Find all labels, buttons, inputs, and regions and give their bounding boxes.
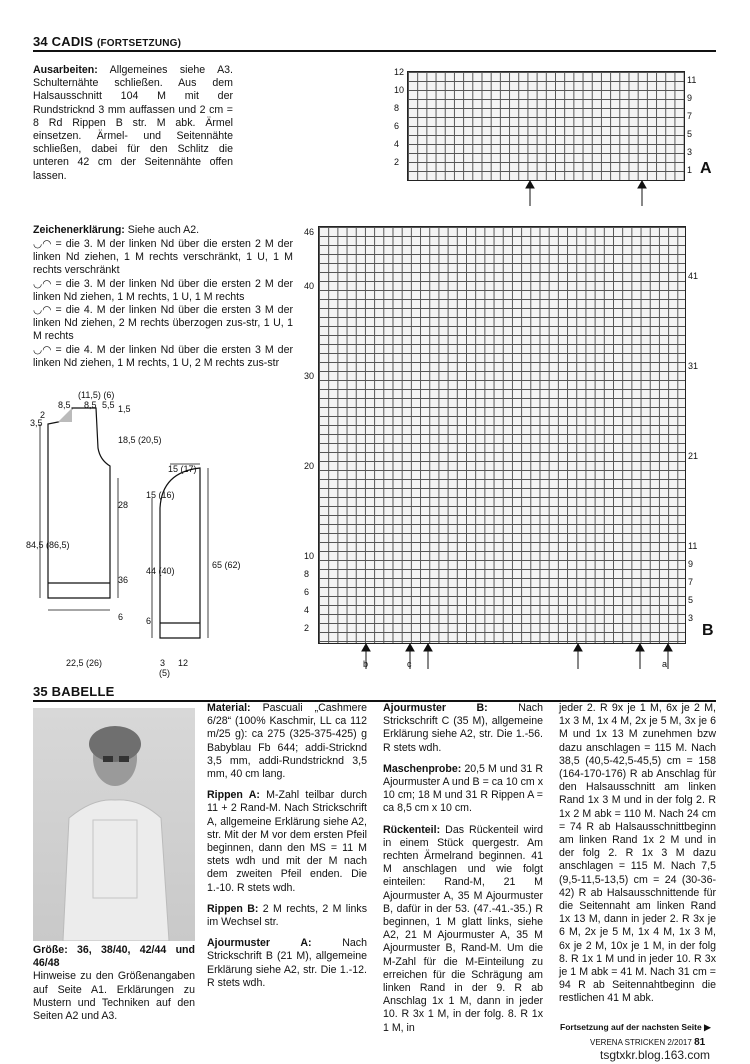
chart-b-right-numbers bbox=[688, 272, 704, 632]
cable-symbol-icon: ◡◠ bbox=[33, 343, 52, 356]
measure-sleeve-b2: 12 bbox=[178, 658, 189, 668]
row-number: 8 bbox=[394, 103, 400, 113]
up-arrow-icon bbox=[636, 644, 644, 669]
ajourmuster-b-paragraph: Ajourmuster B: Nach Strickschrift C (35 M), allgemeine Erklärung siehe A2, str. Die 1.-56. R stets wdh. bbox=[383, 702, 543, 754]
row-number: 4 bbox=[304, 605, 310, 615]
groesse-sizes: 36, 38/40, 42/44 und 46/48 bbox=[33, 944, 195, 970]
measure-sleeve-b1: 3 bbox=[160, 658, 166, 668]
row-number: 11 bbox=[688, 541, 698, 551]
measure-6: 6 bbox=[118, 612, 124, 622]
maschenprobe-paragraph: Maschenprobe: 20,5 M und 31 R Ajourmuster A und B = ca 10 cm x 10 cm; 18 M und 31 R Rippen A = ca 8,5 cm x 10 cm. bbox=[383, 762, 543, 815]
ajourmuster-a-paragraph: Ajourmuster A: Nach Strickschrift B (21 M), allgemeine Erklärung siehe A2, str. Die 1.-12. R stets wdh. bbox=[207, 937, 367, 989]
measure-armhole: 18,5 (20,5) bbox=[118, 435, 162, 445]
play-arrow-icon: ▶ bbox=[704, 1022, 711, 1032]
ausarbeiten-label: Ausarbeiten: bbox=[33, 64, 98, 76]
model-photo bbox=[33, 708, 195, 941]
ausarbeiten-text: Allgemeines siehe A3. Schulternähte schließen. Aus dem Halsausschnitt 104 M mit der Rundstricknd 3 mm auffassen und 2 cm = 8 Rd Rippen B str. M abk. Ärmel einsetzen. Ärmel- und Seitennähte schließen, dabei für den Schlitz die unteren 42 cm der Seitennähte offen lassen. bbox=[33, 64, 233, 182]
groesse-text: Hinweise zu den Größenangaben auf Seite A1. Erklärungen zu Mustern und Techniken auf den Seiten A2 und A3. bbox=[33, 970, 195, 1023]
row-number: 4 bbox=[394, 139, 400, 149]
measure-sleeve-b1b: (5) bbox=[159, 668, 170, 678]
column-1 bbox=[207, 702, 367, 990]
measure-body-length: 84,5 (86,5) bbox=[26, 540, 70, 550]
legend-item: ◡◠ = die 3. M der linken Nd über die ersten 2 M der linken Nd ziehen, 1 M rechts, 1 U, 1 M rechts bbox=[33, 277, 293, 303]
chart-a-arrows bbox=[520, 180, 680, 208]
measure-36: 36 bbox=[118, 575, 129, 585]
measure-top-b: 8,5 bbox=[58, 400, 71, 410]
row-number: 7 bbox=[687, 111, 693, 121]
magazine-footer bbox=[590, 1037, 705, 1048]
measure-sleeve-total: 65 (62) bbox=[212, 560, 241, 570]
row-number: 21 bbox=[688, 451, 699, 461]
chart-a-letter: A bbox=[700, 160, 712, 177]
row-number: 8 bbox=[304, 569, 310, 579]
row-number: 6 bbox=[394, 121, 400, 131]
groesse-label: Größe: bbox=[33, 944, 68, 956]
chart-b-arrows bbox=[330, 643, 690, 671]
row-number: 20 bbox=[304, 461, 315, 471]
marker-a: a bbox=[662, 659, 668, 669]
rueckenteil-paragraph: Rückenteil: Das Rückenteil wird in einem Stück quergestr. Am rechten Ärmelrand beginnen. 41 M anschlagen und wie folgt einteilen: Rand-M, 21 M Ajourmuster A, 35 M Ajourmuster B, dafür in der 53. (47.-41.-35.) R beginnen, 1 M glatt links, siehe A2, 21 M Ajourmuster A, 35 M Ajourmuster B, Rand-M. Um die M-Zahl für die M-Einteilung zu erreichen für die Schrägung am linken Rand in der 9. R ab Anschlag 1x 1 M, dann in jeder 10. R 3x 1 M, in der folg. 8. R 1x 1 M, in bbox=[383, 823, 543, 1034]
row-number: 10 bbox=[304, 551, 315, 561]
row-number: 1 bbox=[687, 165, 693, 175]
legend-intro-text: Siehe auch A2. bbox=[124, 224, 200, 236]
legend-item: ◡◠ = die 3. M der linken Nd über die ersten 2 M der linken Nd ziehen, 1 M rechts verschränkt, 1 U, 1 M rechts verschränkt bbox=[33, 238, 293, 277]
measure-28: 28 bbox=[118, 500, 129, 510]
column-3 bbox=[559, 702, 716, 1006]
chart-b-left-numbers bbox=[304, 228, 318, 648]
row-number: 3 bbox=[687, 147, 693, 157]
row-number: 11 bbox=[687, 75, 697, 85]
marker-b: b bbox=[363, 659, 369, 669]
measure-top-e: 1,5 bbox=[118, 404, 131, 414]
measure-left-a: 3,5 bbox=[30, 418, 43, 428]
measure-left-b: 2 bbox=[40, 410, 46, 420]
measure-sleeve-length: 44 (40) bbox=[146, 566, 175, 576]
page-header bbox=[33, 34, 181, 49]
material-paragraph: Material: Pascuali „Cashmere 6/28“ (100% Kaschmir, LL ca 112 m/25 g): ca 275 (325-375-425) g Babyblau Fb 644; addi-Stricknd 3,5 mm, addi-Rundstricknd 3,5 mm, 40 cm lang. bbox=[207, 702, 367, 781]
rippen-b-paragraph: Rippen B: 2 M rechts, 2 M links im Wechsel str. bbox=[207, 902, 367, 929]
magazine-name: VERENA STRICKEN 2/2017 bbox=[590, 1038, 692, 1047]
measure-sleeve-top: 15 (17) bbox=[168, 464, 197, 474]
header-rule bbox=[33, 50, 716, 52]
row-number: 7 bbox=[688, 577, 694, 587]
row-number: 41 bbox=[688, 271, 699, 281]
row-number: 3 bbox=[688, 613, 694, 623]
garment-schematic bbox=[30, 388, 270, 688]
cable-symbol-icon: ◡◠ bbox=[33, 304, 52, 317]
row-number: 46 bbox=[304, 227, 315, 237]
legend-item: ◡◠ = die 4. M der linken Nd über die ersten 3 M der linken Nd ziehen, 2 M rechts überzogen zus-str, 1 U, 1 M rechts bbox=[33, 304, 293, 343]
row-number: 40 bbox=[304, 281, 315, 291]
row-number: 10 bbox=[394, 85, 405, 95]
up-arrow-icon bbox=[424, 644, 432, 669]
measure-top-d: 5,5 bbox=[102, 400, 115, 410]
cable-symbol-icon: ◡◠ bbox=[33, 238, 52, 250]
up-arrow-icon bbox=[638, 181, 646, 206]
rueckenteil-continuation: jeder 2. R 9x je 1 M, 6x je 2 M, 1x 3 M, 1x 4 M, 2x je 5 M, 3x je 6 M und 1x 13 M zunehmen bzw dazu anschlagen = 115 M. Nach 38,5 (40,5-42,5-45,5) cm = 158 (164-170-176) R ab Anschlag für den Halsausschnitt am linken Rand 1x 3 M und in der folg 2. R 1x 2 M abk = 110 M. Nach 24 cm = 74 R ab Halsausschnittbeginn am linken Rand 1x 2 M und in der folg 2. R 1x 3 M dazu anschlagen = 115 M. Nach 7,5 (9,5-11,5-13,5) cm = 24 (30-36-42) R ab Halsausschnittende für die Seitennaht am linken Rand 1x 13 M, dann in jeder 2. R 3x je 6 M, 2x je 5 M, 1x 4 M, 1x 3 M, 6x je 2 M, 10x je 1 M, in der folg 8. R 1x 1 M und in jeder 10. R 3x je 1 M abk = 41 M. Nach 31 cm = 94 R ab Seitennahtbeginn die restlichen 41 M abk. bbox=[559, 702, 716, 1005]
marker-c: c bbox=[407, 659, 412, 669]
chart-b-grid bbox=[318, 226, 686, 644]
row-number: 6 bbox=[304, 587, 310, 597]
ausarbeiten-paragraph bbox=[33, 64, 233, 183]
row-number: 5 bbox=[687, 129, 693, 139]
row-number: 30 bbox=[304, 371, 315, 381]
legend-intro bbox=[33, 224, 293, 237]
chart-b-letter: B bbox=[702, 622, 714, 639]
section-title: 35 BABELLE bbox=[33, 684, 115, 699]
measure-width: 22,5 (26) bbox=[66, 658, 103, 668]
row-number: 31 bbox=[688, 361, 699, 371]
column-2 bbox=[383, 702, 543, 1035]
measure-sleeve-cap: 15 (16) bbox=[146, 490, 175, 500]
pattern-subtitle: (FORTSETZUNG) bbox=[96, 38, 182, 49]
row-number: 9 bbox=[688, 559, 694, 569]
continue-note: Fortsetzung auf der nachsten Seite ▶ bbox=[560, 1022, 711, 1032]
chart-a-grid bbox=[407, 71, 685, 181]
row-number: 12 bbox=[394, 67, 405, 77]
groesse-paragraph bbox=[33, 944, 195, 1023]
legend-label: Zeichenerklärung: bbox=[33, 224, 125, 236]
cable-symbol-icon: ◡◠ bbox=[33, 277, 52, 290]
row-number: 2 bbox=[394, 157, 400, 167]
row-number: 9 bbox=[687, 93, 693, 103]
model-silhouette-icon bbox=[33, 708, 195, 941]
measure-sleeve-cuff: 6 bbox=[146, 616, 152, 626]
page-number: 81 bbox=[694, 1037, 706, 1048]
watermark: tsgtxkr.blog.163.com bbox=[600, 1048, 711, 1062]
measure-top-a: (11,5) (6) bbox=[78, 390, 115, 400]
measure-top-c: 8,5 bbox=[84, 400, 97, 410]
pattern-title: 34 CADIS bbox=[33, 34, 94, 49]
up-arrow-icon bbox=[574, 644, 582, 669]
up-arrow-icon bbox=[526, 181, 534, 206]
row-number: 5 bbox=[688, 595, 694, 605]
row-number: 2 bbox=[304, 623, 310, 633]
legend-list bbox=[33, 238, 293, 370]
rippen-a-paragraph: Rippen A: M-Zahl teilbar durch 11 + 2 Rand-M. Nach Strickschrift A, allgemeine Erklärung siehe A2, str. Mit der M vor dem ersten Pfeil beginnen, dann den MS = 11 M stets wdh und mit der M nach dem zweiten Pfeil enden. Die 1.-10. R stets wdh. bbox=[207, 789, 367, 894]
legend-item: ◡◠ = die 4. M der linken Nd über die ersten 3 M der linken Nd ziehen, 1 M rechts, 1 U, 2 M rechts zus-str bbox=[33, 343, 293, 369]
